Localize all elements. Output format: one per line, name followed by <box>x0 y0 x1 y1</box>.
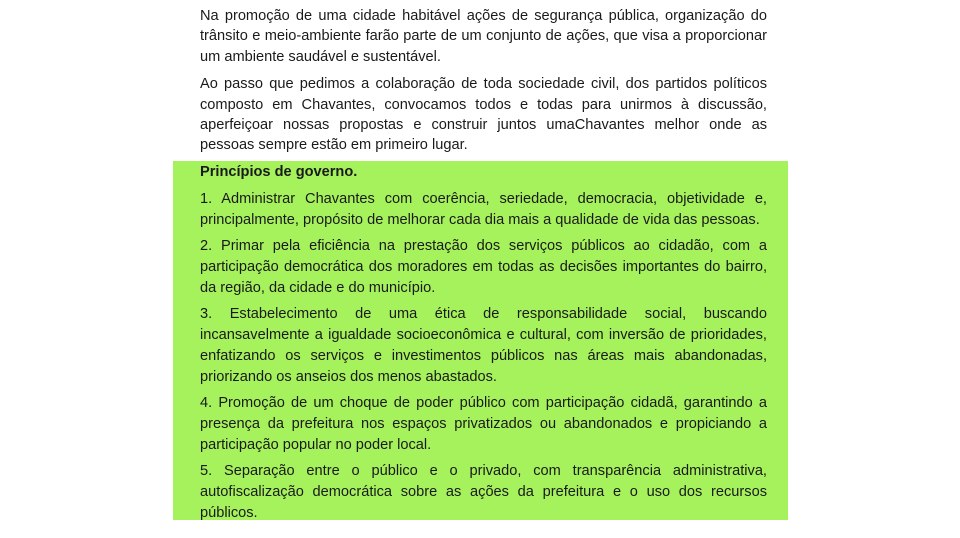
principle-item: 2. Primar pela eficiência na prestação dos serviços públicos ao cidadão, com a participação democrática dos moradores em todas as decisões importantes do bairro, da região, da cidade e do município. <box>200 238 767 296</box>
principles-heading: Princípios de governo. <box>200 164 358 180</box>
principle-item: 4. Promoção de um choque de poder público com participação cidadã, garantindo a presença da prefeitura nos espaços privatizados ou abandonados e propiciando a participação popular no poder local. <box>200 395 767 453</box>
intro-paragraph: Ao passo que pedimos a colaboração de toda sociedade civil, dos partidos políticos composto em Chavantes, convocamos todos e todas para unirmos à discussão, aperfeiçoar nossas propostas e construir juntos umaChavantes melhor onde as pessoas sempre estão em primeiro lugar. <box>200 76 767 154</box>
intro-paragraph: Na promoção de uma cidade habitável ações de segurança pública, organização do trânsito e meio-ambiente farão parte de um conjunto de ações, que visa a proporcionar um ambiente saudável e sustentável. <box>200 8 767 65</box>
intro-section <box>200 6 767 163</box>
principle-item: 5. Separação entre o público e o privado, com transparência administrativa, autofiscalização democrática sobre as ações da prefeitura e o uso dos recursos públicos. <box>200 463 767 521</box>
principles-section <box>200 162 767 529</box>
principle-item: 1. Administrar Chavantes com coerência, seriedade, democracia, objetividade e, principalmente, propósito de melhorar cada dia mais a qualidade de vida das pessoas. <box>200 191 767 228</box>
principle-item: 3. Estabelecimento de uma ética de responsabilidade social, buscando incansavelmente a igualdade socioeconômica e cultural, com inversão de prioridades, enfatizando os serviços e investimentos públicos nas áreas mais abandonadas, priorizando os anseios dos menos abastados. <box>200 306 767 385</box>
